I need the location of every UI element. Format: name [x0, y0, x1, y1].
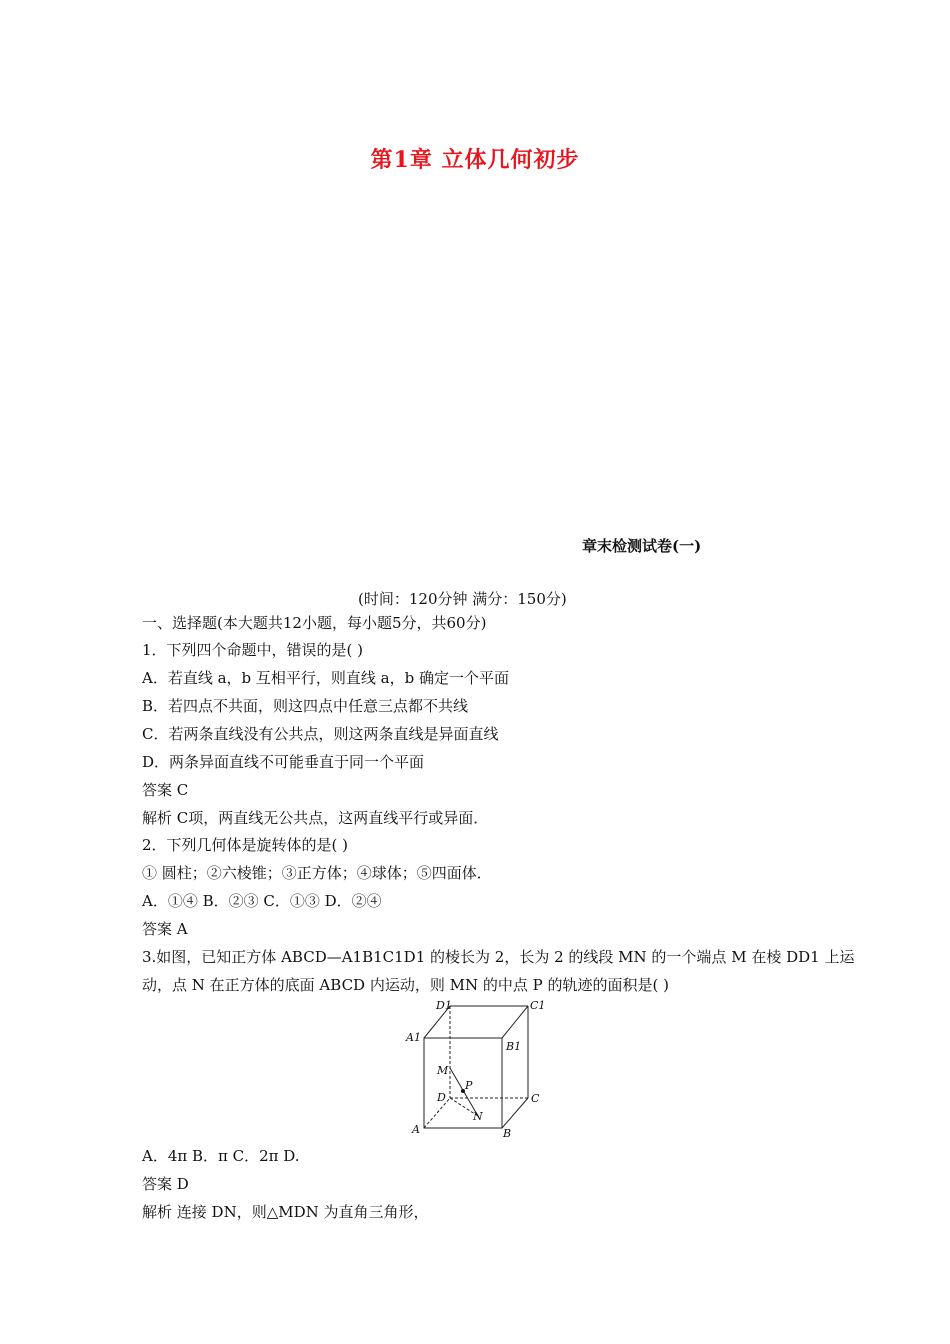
label-c1: C1	[530, 999, 546, 1012]
q2-items: ① 圆柱；②六棱锥；③正方体；④球体；⑤四面体．	[142, 864, 492, 882]
q3-answer: 答案 D	[142, 1175, 189, 1193]
q1-option-b: B．若四点不共面，则这四点中任意三点都不共线	[142, 697, 469, 715]
q1-option-a: A．若直线 a，b 互相平行，则直线 a，b 确定一个平面	[142, 669, 509, 687]
label-b: B	[503, 1127, 512, 1140]
q2-stem: 2．下列几何体是旋转体的是( )	[142, 836, 349, 854]
label-n: N	[473, 1110, 483, 1123]
q1-answer: 答案 C	[142, 781, 189, 799]
label-a: A	[412, 1123, 420, 1136]
label-m: M	[437, 1064, 449, 1077]
q1-analysis: 解析 C项，两直线无公共点，这两直线平行或异面．	[142, 809, 489, 827]
label-d: D	[437, 1091, 446, 1104]
exam-title: 章末检测试卷(一)	[582, 537, 702, 555]
cube-figure	[400, 998, 550, 1143]
q2-answer: 答案 A	[142, 920, 188, 938]
q1-option-d: D．两条异面直线不可能垂直于同一个平面	[142, 753, 425, 771]
label-c: C	[531, 1092, 540, 1105]
label-d1: D1	[436, 999, 452, 1012]
exam-time-score: (时间：120分钟 满分：150分)	[358, 590, 567, 608]
q1-option-c: C．若两条直线没有公共点，则这两条直线是异面直线	[142, 725, 499, 743]
chapter-title: 第1章 立体几何初步	[370, 147, 580, 173]
section-heading: 一、选择题(本大题共12小题，每小题5分，共60分)	[142, 614, 487, 632]
q3-stem-line2: 动，点 N 在正方体的底面 ABCD 内运动，则 MN 的中点 P 的轨迹的面积是( )	[142, 976, 669, 994]
q3-stem-line1: 3.如图，已知正方体 ABCD—A1B1C1D1 的棱长为 2，长为 2 的线段 MN 的一个端点 M 在棱 DD1 上运	[142, 948, 855, 966]
q3-analysis: 解析 连接 DN，则△MDN 为直角三角形，	[142, 1203, 429, 1221]
q2-options: A．①④ B．②③ C．①③ D．②④	[142, 892, 382, 910]
label-b1: B1	[506, 1040, 522, 1053]
label-a1: A1	[406, 1031, 421, 1044]
q3-options: A．4π B．π C．2π D.	[142, 1147, 300, 1165]
q1-stem: 1．下列四个命题中，错误的是( )	[142, 641, 364, 659]
label-p: P	[465, 1079, 473, 1092]
